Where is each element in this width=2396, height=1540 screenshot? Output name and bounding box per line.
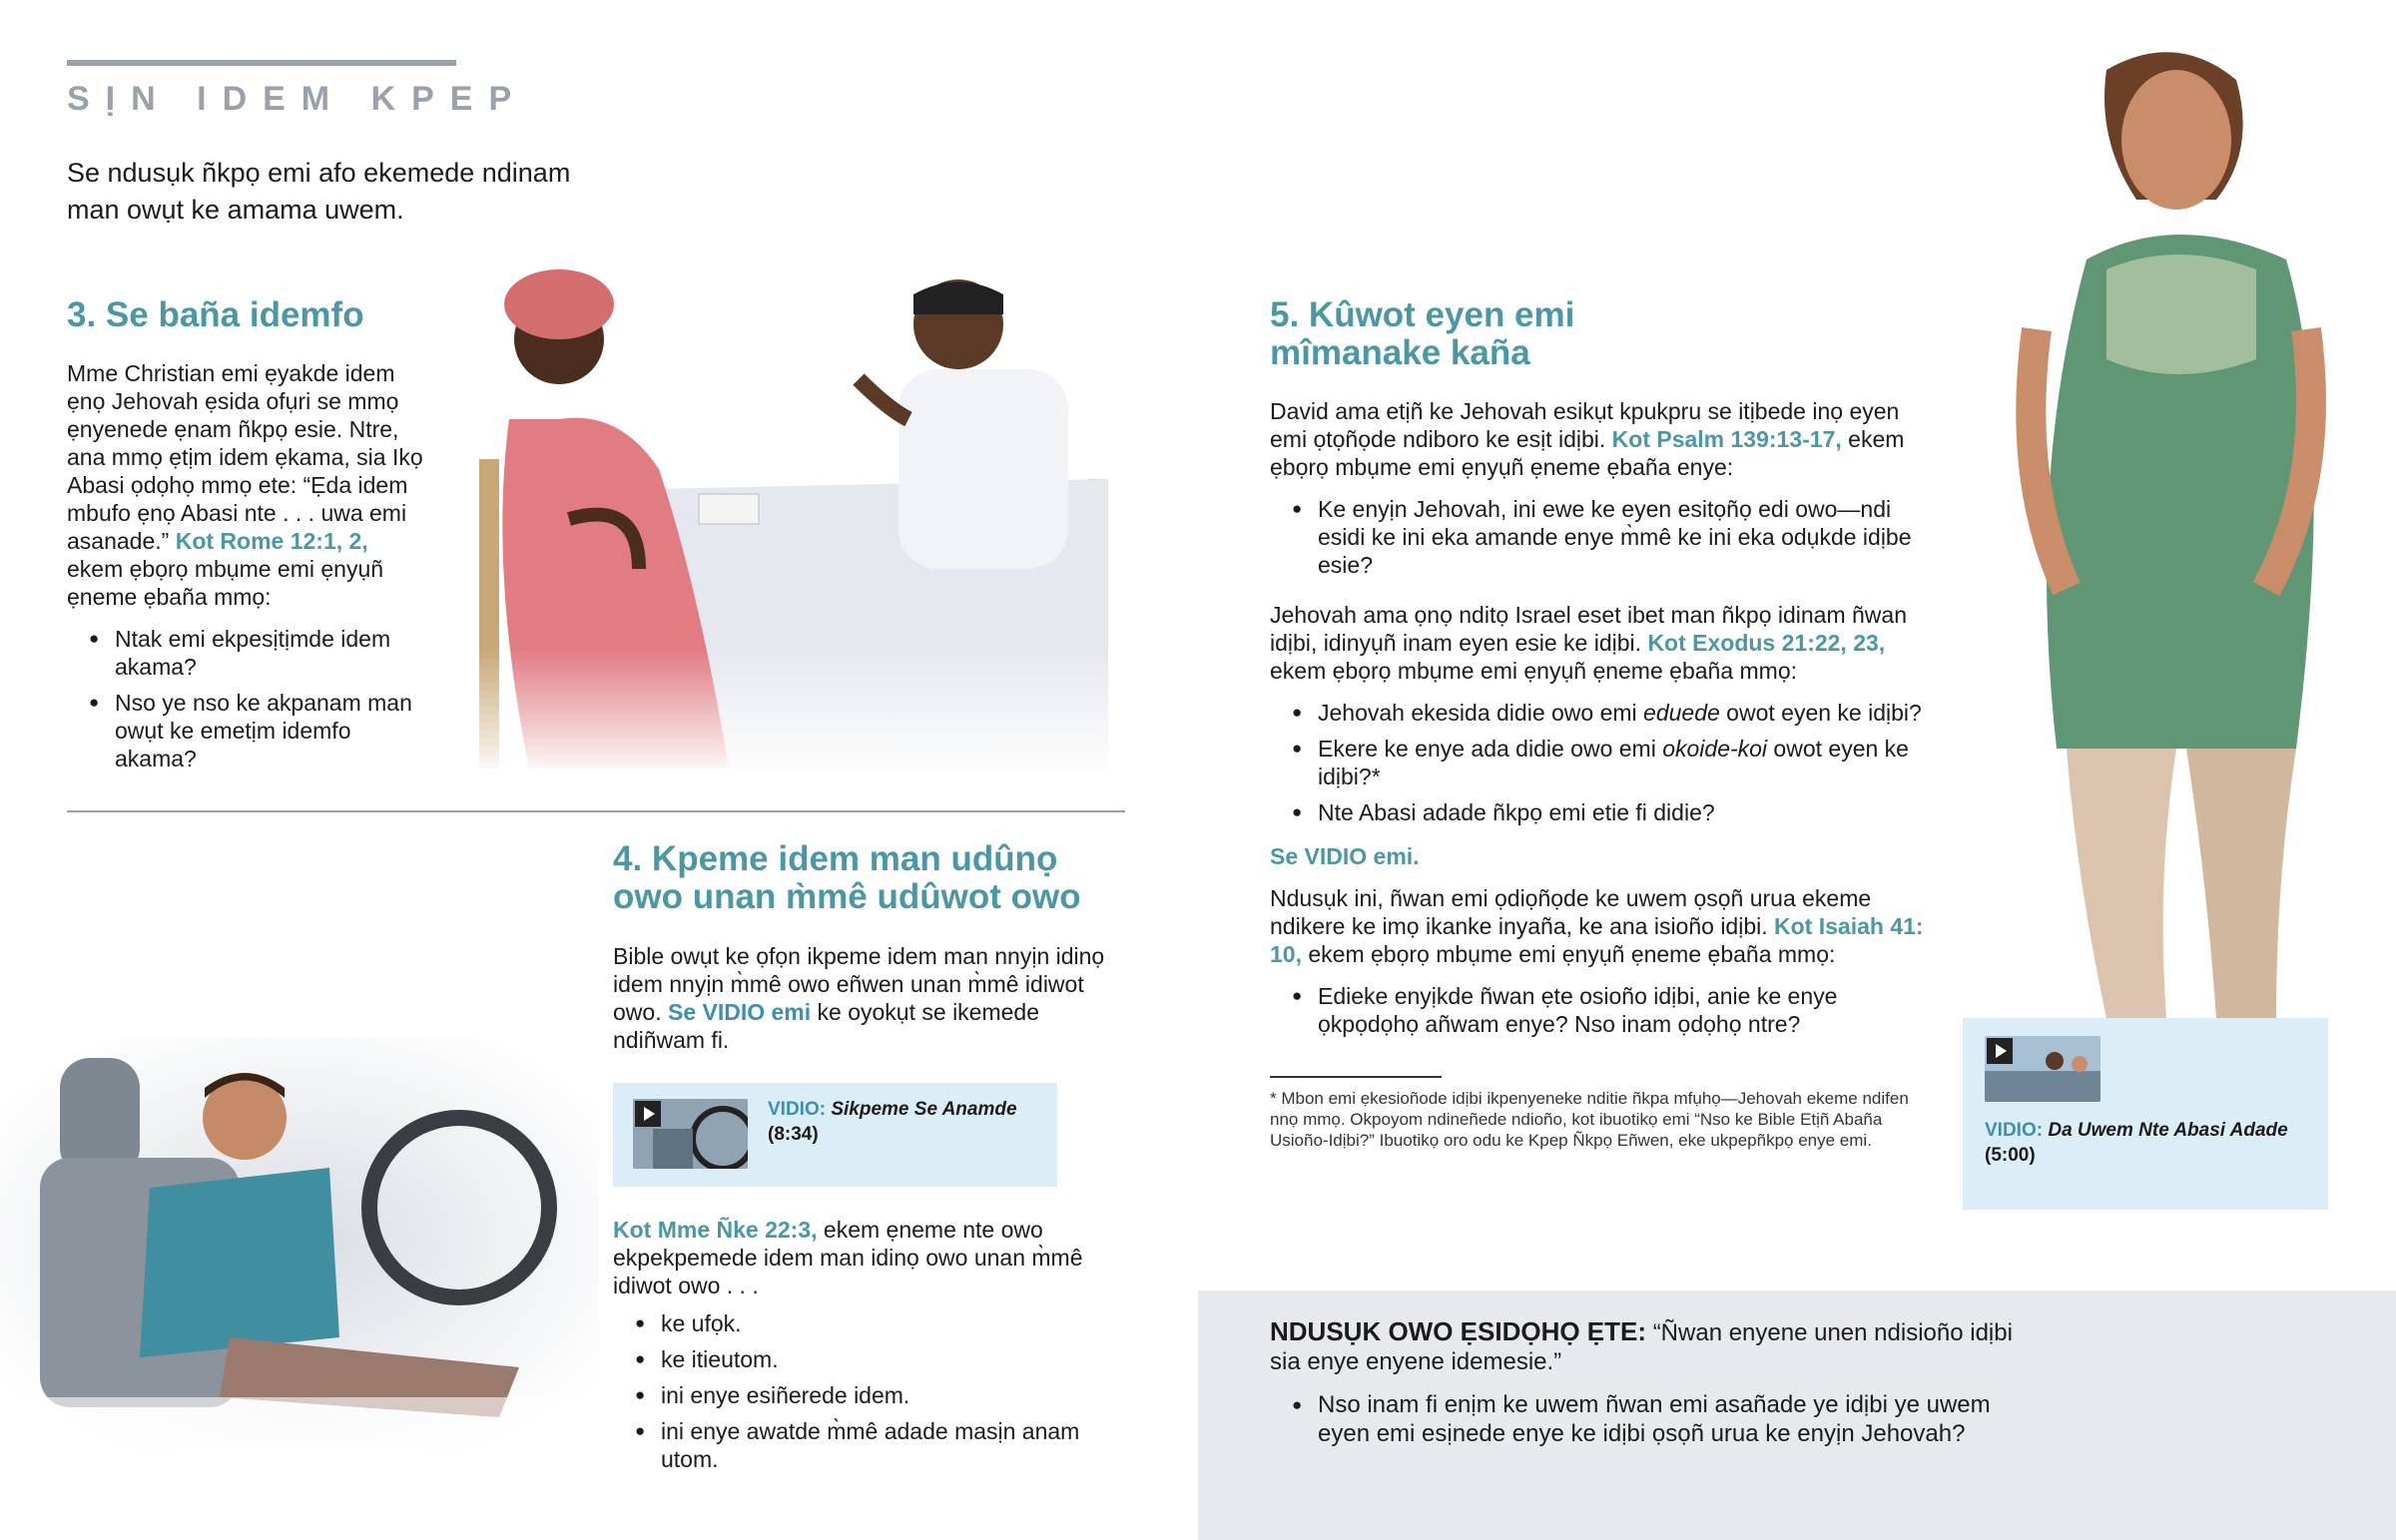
list-item: ● ini enye awatde m̀mê adade masịn anam utom. <box>661 1417 1092 1473</box>
section-divider <box>67 810 1125 812</box>
section5-para2 <box>1270 601 1929 685</box>
p1-end: ekem ẹbọrọ mbụme emi ẹnyụñ ẹneme ẹbaña enye: <box>1270 426 1905 480</box>
objection-content <box>1270 1317 2029 1456</box>
video-prefix: VIDIO: <box>768 1099 827 1120</box>
section5-para1 <box>1270 397 1929 481</box>
header-rule <box>67 60 456 66</box>
footnote: * Mbon emi ẹkesioñode idịbi ikpenyeneke nditie ñkpa mfụhọ—Jehovah ekeme ndifen nnọ mmọ. Okpoyom ndineñede ndioño, kot ibuotikọ emi “Nso ke Bible Etịñ Abaña Usioño-Idịbi?” Ibuotikọ oro odu ke Kpep Ñkpọ Eñwen, eke ukpepñkpọ enye emi. <box>1270 1089 1909 1150</box>
section3-title: 3. Se baña idemfo <box>67 295 364 334</box>
play-icon[interactable] <box>635 1101 661 1127</box>
section5-questions-1 <box>1270 495 1929 579</box>
seatbelt-illustration <box>0 1038 599 1447</box>
p1-scripture-link[interactable]: Kot Psalm 139:13-17, <box>1611 426 1842 452</box>
objection-quote: “Ñwan enyene unen ndisioño idịbi sia enye enyene idemesie.” <box>1270 1319 2013 1375</box>
section5-title-line1: 5. Kûwot eyen emi <box>1270 295 1575 334</box>
p3-end: ekem ẹbọrọ mbụme emi ẹnyụñ ẹneme ẹbaña mmọ: <box>1308 941 1836 967</box>
video-duration: (8:34) <box>768 1124 819 1145</box>
section5-questions-2 <box>1270 699 1929 826</box>
section5-questions-3 <box>1270 982 1929 1038</box>
section3-paragraph-end: ekem ẹbọrọ mbụme emi ẹnyụñ ẹneme ẹbaña mmọ: <box>67 556 384 610</box>
list-item: ● ini enye esiñerede idem. <box>661 1381 1092 1409</box>
question-item: ● Nte Abasi adade ñkpọ emi etie fi didie? <box>1318 798 1929 826</box>
question-item: ● Edieke enyịkde ñwan ẹte osioño idịbi, anie ke enye ọkpọdọhọ añwam enye? Nso inam ọdọhọ ntre? <box>1318 982 1929 1038</box>
p2-text: Jehovah ama ọnọ nditọ Israel eset ibet man ñkpọ idinam ñwan idịbi, idinyụñ inam eyen esie ke idịbi. <box>1270 602 1908 656</box>
section4-ref-text: ekem ẹneme nte owo ekpekpemede idem man idinọ owo unan m̀mê idiwot owo . . . <box>613 1217 1083 1298</box>
see-video-link[interactable]: Se VIDIO emi. <box>1270 843 1420 869</box>
p2-end: ekem ẹbọrọ mbụme emi ẹnyụñ ẹneme ẹbaña mmọ: <box>1270 658 1798 684</box>
list-item: ● ke ufọk. <box>661 1309 1092 1337</box>
video-caption <box>1985 1118 2314 1168</box>
video-thumbnail[interactable] <box>633 1099 748 1169</box>
section5-title <box>1270 296 1789 372</box>
question-item: ● Jehovah ekesida didie owo emi eduede owot eyen ke idịbi? <box>1318 699 1929 727</box>
question-item: ● Ekere ke enye ada didie owo emi okoide-koi owot eyen ke idịbi?* <box>1318 735 1929 790</box>
question-item: ● Ntak emi ekpesịtịmde idem akama? <box>115 625 426 681</box>
question-item: ● Nso ye nso ke akpanam man owụt ke emetịm idemfo akama? <box>115 689 426 772</box>
video-thumbnail[interactable] <box>1985 1036 2100 1102</box>
section5-para3 <box>1270 884 1929 968</box>
video-caption <box>768 1097 1047 1147</box>
video-title: Sikpeme Se Anamde <box>831 1099 1017 1120</box>
section5-body <box>1270 397 1929 1046</box>
question-item: ● Nso inam fi enịm ke uwem ñwan emi asañade ye idịbi ye uwem eyen emi esịnede enye ke idịbi ọsọñ urua ke enyịn Jehovah? <box>1318 1390 2029 1448</box>
doctor-visit-illustration <box>469 269 1128 778</box>
p3-scripture-link[interactable]: Kot Isaiah 41: 10, <box>1270 913 1924 967</box>
play-icon[interactable] <box>1987 1038 2013 1064</box>
section3-body <box>67 359 426 780</box>
intro-text: Se ndusụk ñkpọ emi afo ekemede ndinam man owụt ke amama uwem. <box>67 158 571 225</box>
list-item: ● ke itieutom. <box>661 1345 1092 1373</box>
section4-body-2 <box>613 1216 1092 1481</box>
section3-scripture-link[interactable]: Kot Rome 12:1, 2, <box>175 528 368 554</box>
video-card-sikpeme[interactable] <box>613 1083 1057 1187</box>
section4-video-link[interactable]: Se VIDIO emi <box>667 999 812 1025</box>
video-card-da-uwem[interactable] <box>1963 1018 2328 1210</box>
section4-paragraph: Bible owụt ke ọfọn ikpeme idem man nnyịn idinọ idem nnyịn m̀mê owo eñwen unan m̀mê idiwot owo. <box>613 943 1105 1025</box>
question-item: ● Ke enyịn Jehovah, ini ewe ke eyen esitọñọ edi owo—ndi esidi ke ini eka amande enye m̀mê ke ini eka odụkde idịbe esie? <box>1318 495 1929 579</box>
section5-title-line2: mîmanake kaña <box>1270 333 1530 372</box>
section3-questions <box>67 625 426 772</box>
section4-title: 4. Kpeme idem man udûnọ owo unan m̀mê udûwot owo <box>613 839 1081 916</box>
objection-heading: NDUSỤK OWO ẸSIDỌHỌ ẸTE: <box>1270 1316 1647 1346</box>
section3-paragraph: Mme Christian emi ẹyakde idem ẹnọ Jehovah ẹsida ofụri se mmọ ẹnyenede ẹnam ñkpọ esie. Ntre, ana mmọ ẹtịm idem ẹkama, sia Ikọ Abasi ọdọhọ mmọ ete: “Ẹda idem mbufo ẹnọ Abasi nte . . . uwa emi asanade.” <box>67 360 423 554</box>
pregnant-woman-illustration <box>1957 30 2376 1028</box>
section4-paragraph-end: ke oyokụt se ikemede ndiñwam fi. <box>613 999 1039 1053</box>
video-prefix: VIDIO: <box>1985 1120 2044 1141</box>
footnote-rule <box>1270 1076 1442 1078</box>
section4-scripture-link[interactable]: Kot Mme Ñke 22:3, <box>613 1217 818 1243</box>
p2-scripture-link[interactable]: Kot Exodus 21:22, 23, <box>1647 630 1886 656</box>
p3-text: Ndusụk ini, ñwan emi ọdiọñọde ke uwem ọsọñ urua ekeme ndikere ke imọ ikanke inyaña, ke ana isioño idịbi. <box>1270 885 1872 939</box>
video-duration: (5:00) <box>1985 1145 2036 1166</box>
section4-list <box>613 1309 1092 1473</box>
section-kicker: SỊN IDEM KPEP <box>67 80 528 118</box>
objection-questions <box>1270 1390 2029 1448</box>
section4-body <box>613 942 1112 1054</box>
p1-text: David ama etịñ ke Jehovah esikụt kpukpru se itịbede inọ eyen emi ọtọñọde ndiboro ke esịt idịbi. <box>1270 398 1900 452</box>
video-title: Da Uwem Nte Abasi Adade <box>2048 1120 2288 1141</box>
